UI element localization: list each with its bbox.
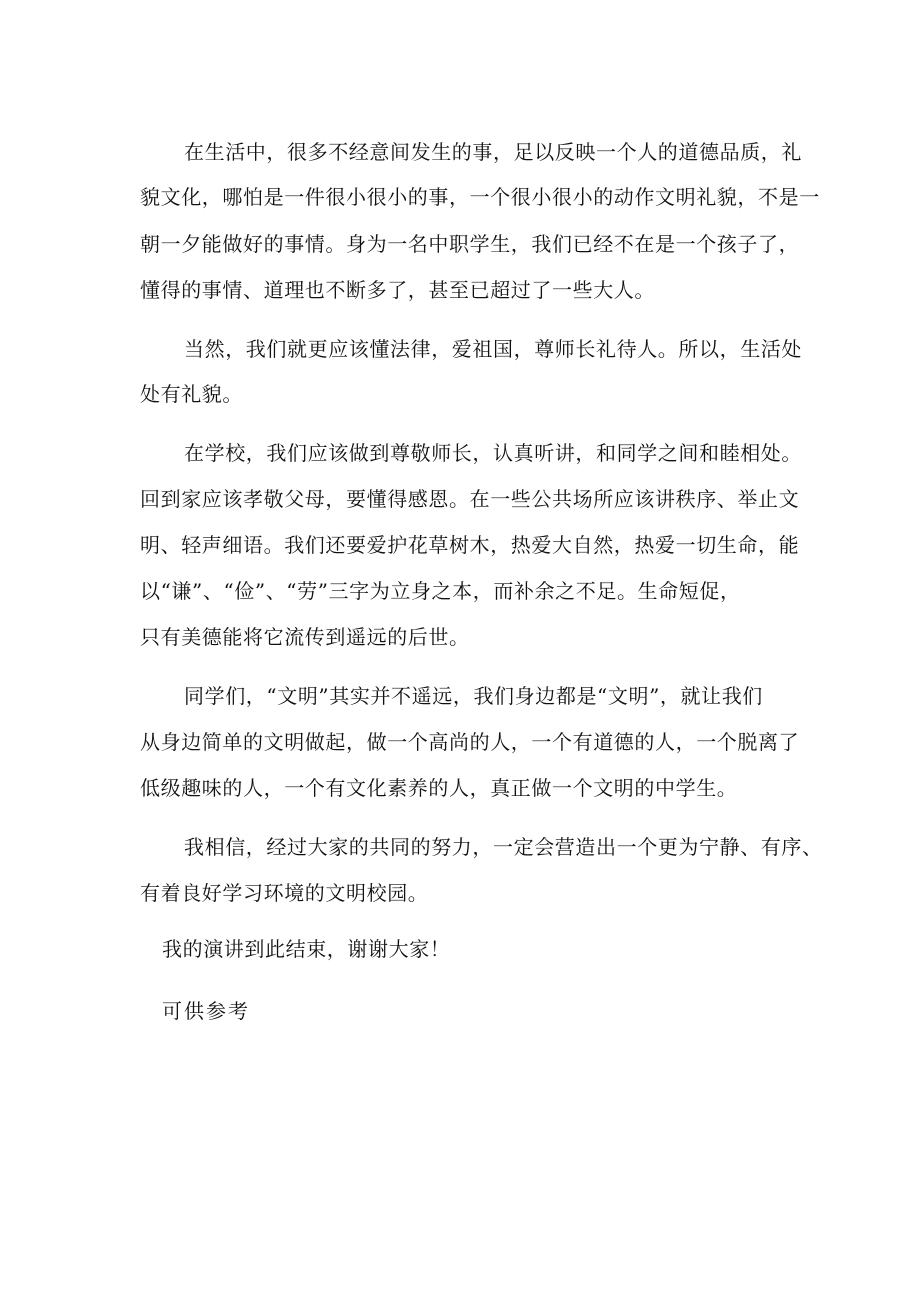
closing-line: 我的演讲到此结束，谢谢大家！: [162, 937, 451, 961]
reference-note: 可供参考: [162, 999, 250, 1023]
paragraph-line: 当然，我们就更应该懂法律，爱祖国，尊师长礼待人。所以，生活处: [184, 337, 802, 361]
paragraph-line: 处有礼貌。: [140, 382, 243, 406]
paragraph-line: 明、轻声细语。我们还要爱护花草树木，热爱大自然，热爱一切生命，能: [140, 533, 800, 557]
paragraph-line: 同学们，“文明”其实并不遥远，我们身边都是“文明”，就让我们: [184, 684, 763, 708]
paragraph-line: 懂得的事情、道理也不断多了，甚至已超过了一些大人。: [140, 278, 655, 302]
paragraph-line: 低级趣味的人，一个有文化素养的人，真正做一个文明的中学生。: [140, 776, 738, 800]
paragraph-line: 朝一夕能做好的事情。身为一名中职学生，我们已经不在是一个孩子了，: [140, 232, 800, 256]
paragraph-line: 在学校，我们应该做到尊敬师长，认真听讲，和同学之间和睦相处。: [184, 441, 802, 465]
paragraph-line: 貌文化，哪怕是一件很小很小的事，一个很小很小的动作文明礼貌，不是一: [140, 185, 820, 209]
paragraph-line: 只有美德能将它流传到遥远的后世。: [140, 625, 470, 649]
paragraph-line: 从身边简单的文明做起，做一个高尚的人，一个有道德的人，一个脱离了: [140, 730, 800, 754]
paragraph-line: 有着良好学习环境的文明校园。: [140, 881, 429, 905]
paragraph-line: 回到家应该孝敬父母，要懂得感恩。在一些公共场所应该讲秩序、举止文: [140, 487, 800, 511]
paragraph-line: 以“谦”、“俭”、“劳”三字为立身之本，而补余之不足。生命短促，: [140, 579, 741, 603]
paragraph-line: 在生活中，很多不经意间发生的事，足以反映一个人的道德品质，礼: [184, 140, 802, 164]
paragraph-line: 我相信，经过大家的共同的努力，一定会营造出一个更为宁静、有序、: [184, 835, 823, 859]
